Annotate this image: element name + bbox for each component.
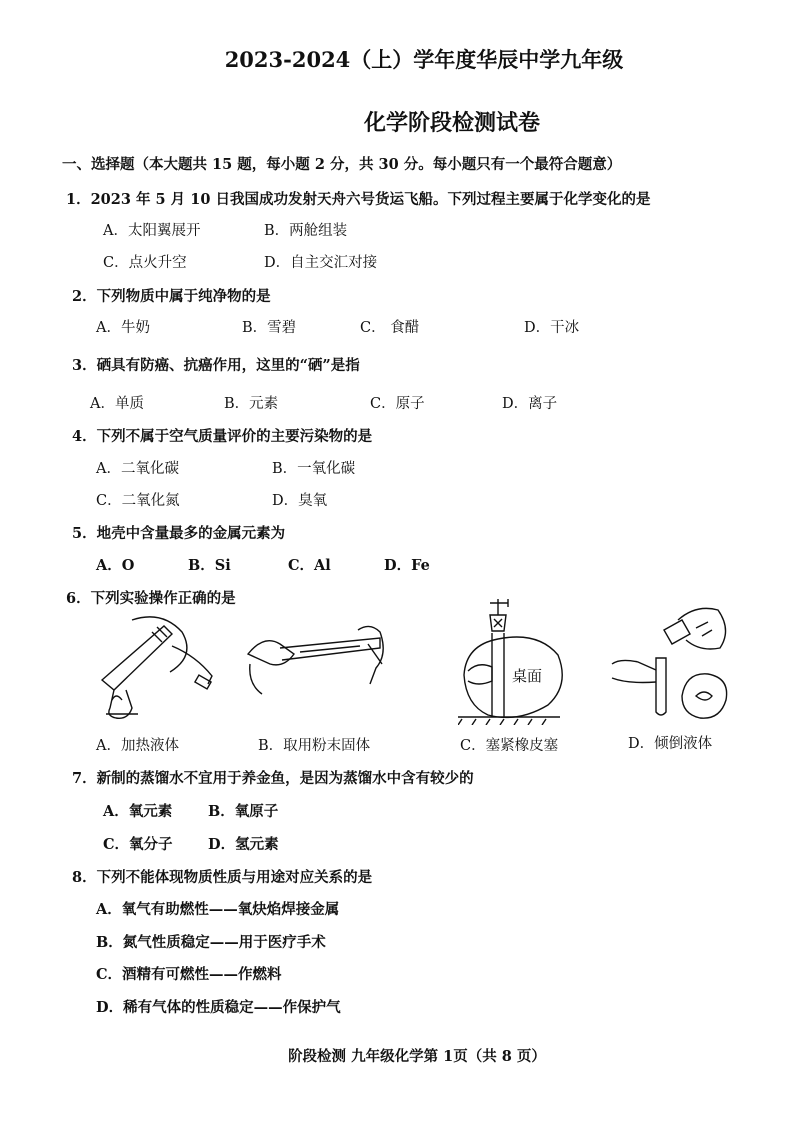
question-1-option-b: B．两舱组装: [264, 223, 348, 239]
question-3-option-d: D．离子: [502, 396, 558, 412]
question-3-stem: 3．硒具有防癌、抗癌作用，这里的“硒”是指: [72, 357, 360, 374]
figure-pouring-liquid: [608, 600, 738, 722]
question-4-option-b: B．一氧化碳: [272, 461, 356, 477]
question-3-option-c: C．原子: [370, 396, 425, 412]
question-4-stem: 4．下列不属于空气质量评价的主要污染物的是: [72, 428, 373, 445]
question-4-option-d: D．臭氧: [272, 493, 328, 509]
question-3-option-a: A．单质: [90, 396, 144, 412]
question-6-stem: 6．下列实验操作正确的是: [66, 590, 236, 607]
question-8-option-a: A．氧气有助燃性——氧炔焰焊接金属: [96, 901, 340, 918]
question-5-option-d: D．Fe: [384, 557, 430, 574]
figure-heating-liquid: [92, 612, 222, 727]
question-6-option-c: C．塞紧橡皮塞: [460, 738, 559, 754]
question-1-stem: 1．2023 年 5 月 10 日我国成功发射天舟六号货运飞船。下列过程主要属于化学变化的是: [66, 191, 651, 208]
question-2-option-b: B．雪碧: [242, 320, 297, 336]
question-2-option-c: C． 食醋: [360, 320, 420, 336]
question-5-option-a: A．O: [96, 557, 135, 574]
question-7-option-b: B．氧原子: [208, 803, 279, 820]
exam-title-line2: 化学阶段检测试卷: [363, 110, 540, 136]
question-8-stem: 8．下列不能体现物质性质与用途对应关系的是: [72, 869, 373, 886]
question-8-option-b: B．氮气性质稳定——用于医疗手术: [96, 934, 326, 951]
figure-table-label: 桌面: [512, 667, 543, 685]
question-7-option-a: A．氧元素: [103, 803, 173, 820]
question-8-option-c: C．酒精有可燃性——作燃料: [96, 966, 282, 983]
question-1-option-d: D．自主交汇对接: [264, 255, 378, 271]
question-8-option-d: D．稀有气体的性质稳定——作保护气: [96, 999, 341, 1016]
question-6-option-b: B．取用粉末固体: [258, 738, 371, 754]
figure-rubber-stopper: [458, 595, 568, 725]
section-heading: 一、选择题（本大题共 15 题，每小题 2 分，共 30 分。每小题只有一个最符合题意）: [62, 156, 622, 173]
question-7-option-d: D．氢元素: [208, 836, 279, 853]
question-2-stem: 2．下列物质中属于纯净物的是: [72, 288, 271, 305]
question-7-stem: 7．新制的蒸馏水不宜用于养金鱼，是因为蒸馏水中含有较少的: [72, 770, 474, 787]
question-7-option-c: C．氧分子: [103, 836, 173, 853]
question-5-stem: 5．地壳中含量最多的金属元素为: [72, 525, 286, 542]
question-5-option-b: B．Si: [188, 557, 231, 574]
question-5-option-c: C．Al: [288, 557, 331, 574]
question-2-option-a: A．牛奶: [96, 320, 150, 336]
question-1-option-a: A．太阳翼展开: [103, 223, 201, 239]
page-footer: 阶段检测 九年级化学第 1页（共 8 页）: [288, 1048, 546, 1065]
question-6-option-d: D．倾倒液体: [628, 736, 713, 752]
question-3-option-b: B．元素: [224, 396, 279, 412]
question-1-option-c: C．点火升空: [103, 255, 187, 271]
figure-taking-powder: [240, 624, 390, 714]
question-6-option-a: A．加热液体: [96, 738, 179, 754]
question-2-option-d: D．干冰: [524, 320, 580, 336]
exam-title-line1: 2023-2024（上）学年度华辰中学九年级: [224, 47, 624, 72]
question-4-option-c: C．二氧化氮: [96, 493, 180, 509]
question-4-option-a: A．二氧化碳: [96, 461, 179, 477]
